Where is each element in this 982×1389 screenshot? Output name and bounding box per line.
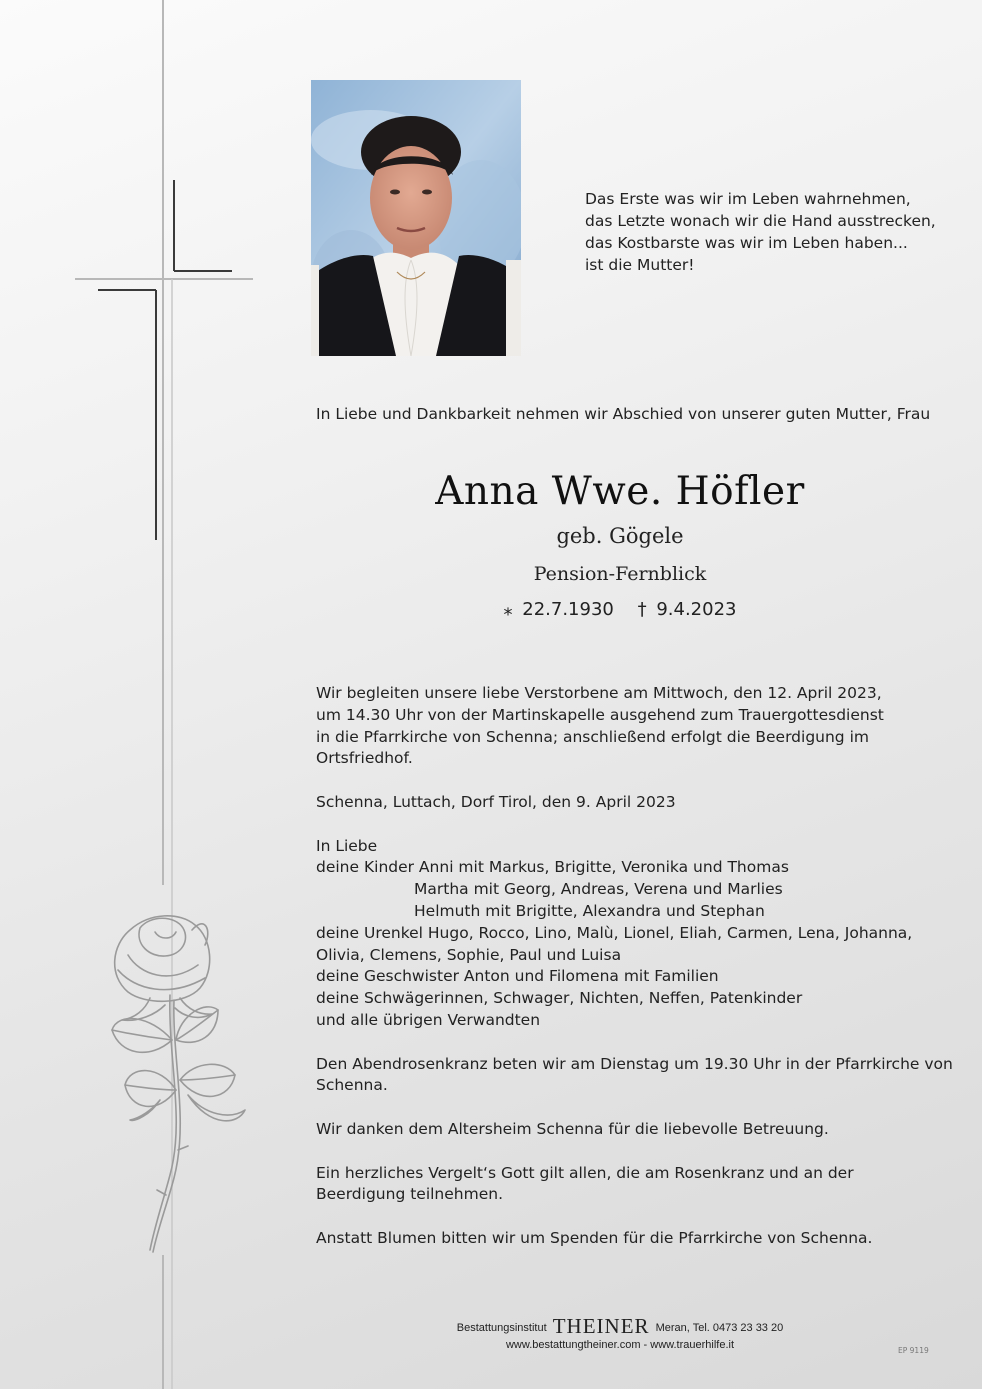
cross-small-icon: † bbox=[637, 599, 647, 620]
template-code: EP 9119 bbox=[898, 1346, 929, 1355]
mourners-great-grandchildren: deine Urenkel Hugo, Rocco, Lino, Malù, Lionel, Eliah, Carmen, Lena, Johanna, bbox=[316, 923, 913, 942]
deceased-name: Anna Wwe. Höfler bbox=[435, 469, 805, 514]
footer-prefix: Bestattungsinstitut bbox=[456, 1322, 547, 1334]
place-date: Schenna, Luttach, Dorf Tirol, den 9. April 2023 bbox=[316, 792, 676, 811]
birth-date: ⁎ 22.7.1930 bbox=[503, 599, 614, 620]
thanks-care: Wir danken dem Altersheim Schenna für die liebevolle Betreuung. bbox=[316, 1119, 829, 1138]
footer-contact: Meran, Tel. 0473 23 33 20 bbox=[655, 1322, 784, 1334]
quote-line: das Kostbarste was wir im Leben haben... bbox=[585, 234, 908, 252]
funeral-line: in die Pfarrkirche von Schenna; anschließend erfolgt die Beerdigung im bbox=[316, 727, 869, 746]
mourners-children: Helmuth mit Brigitte, Alexandra und Stephan bbox=[414, 901, 765, 920]
rosary-line: Schenna. bbox=[316, 1076, 388, 1095]
mourners-in-laws: deine Schwägerinnen, Schwager, Nichten, Neffen, Patenkinder bbox=[316, 989, 803, 1008]
memorial-quote bbox=[585, 188, 965, 276]
rosary-line: Den Abendrosenkranz beten wir am Dienstag um 19.30 Uhr in der Pfarrkirche von bbox=[316, 1054, 953, 1073]
quote-line: ist die Mutter! bbox=[585, 256, 695, 274]
mourners-children: Martha mit Georg, Andreas, Verena und Marlies bbox=[414, 880, 783, 899]
footer-web: www.bestattungtheiner.com - www.trauerhilfe.it bbox=[505, 1339, 735, 1351]
mourners-relatives: und alle übrigen Verwandten bbox=[316, 1010, 541, 1029]
thanks-all: Beerdigung teilnehmen. bbox=[316, 1185, 503, 1204]
rose-icon bbox=[0, 0, 300, 1389]
funeral-home-footer bbox=[420, 1316, 820, 1352]
quote-line: Das Erste was wir im Leben wahrnehmen, bbox=[585, 190, 911, 208]
death-date: † 9.4.2023 bbox=[637, 599, 737, 620]
mourners-great-grandchildren: Olivia, Clemens, Sophie, Paul und Luisa bbox=[316, 945, 622, 964]
funeral-home-logo: THEINER bbox=[552, 1314, 650, 1338]
star-icon: ⁎ bbox=[503, 599, 513, 620]
intro-text: In Liebe und Dankbarkeit nehmen wir Abschied von unserer guten Mutter, Frau bbox=[316, 405, 931, 423]
life-dates bbox=[300, 597, 940, 623]
house-name: Pension-Fernblick bbox=[533, 563, 707, 585]
thanks-all: Ein herzliches Vergelt‘s Gott gilt allen, die am Rosenkranz und an der bbox=[316, 1163, 854, 1182]
donation-note: Anstatt Blumen bitten wir um Spenden für die Pfarrkirche von Schenna. bbox=[316, 1228, 873, 1247]
quote-line: das Letzte wonach wir die Hand ausstrecken, bbox=[585, 212, 936, 230]
funeral-line: Wir begleiten unsere liebe Verstorbene am Mittwoch, den 12. April 2023, bbox=[316, 684, 882, 702]
obituary-body bbox=[316, 683, 953, 1250]
mourners-siblings: deine Geschwister Anton und Filomena mit Familien bbox=[316, 967, 719, 986]
birth-name: geb. Gögele bbox=[556, 524, 684, 548]
funeral-line: Ortsfriedhof. bbox=[316, 749, 413, 768]
mourners-children: deine Kinder Anni mit Markus, Brigitte, Veronika und Thomas bbox=[316, 858, 789, 877]
mourners-heading: In Liebe bbox=[316, 836, 378, 855]
portrait-photo bbox=[311, 80, 521, 356]
funeral-line: um 14.30 Uhr von der Martinskapelle ausgehend zum Trauergottesdienst bbox=[316, 705, 884, 724]
